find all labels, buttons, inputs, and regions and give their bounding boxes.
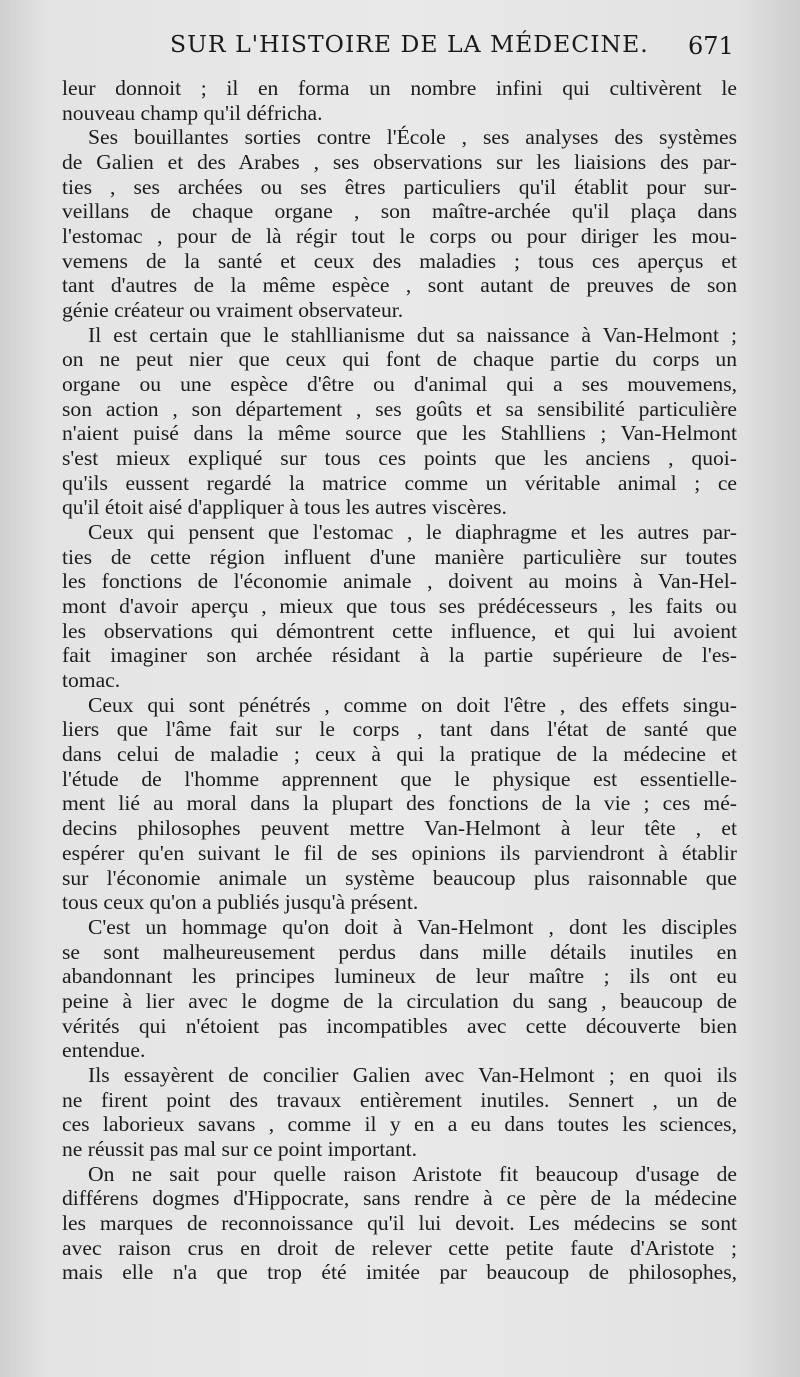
text-line: Ils essayèrent de concilier Galien avec Van-Helmont ; en quoi ils <box>88 1062 737 1087</box>
paragraph <box>62 1063 737 1162</box>
text-line: liers que l'âme fait sur le corps , tant dans l'état de santé que <box>62 717 737 742</box>
text-line: entendue. <box>62 1038 146 1063</box>
text-line: mont d'avoir aperçu , mieux que tous ses prédécesseurs , les faits ou <box>62 594 737 619</box>
paragraph <box>62 1162 737 1285</box>
text-line: vérités qui n'étoient pas incompatibles avec cette découverte bien <box>62 1013 737 1038</box>
text-line: ne firent point des travaux entièrement inutiles. Sennert , un de <box>62 1087 737 1112</box>
paragraph <box>62 520 737 693</box>
text-line: organe ou une espèce d'être ou d'animal qui a ses mouvemens, <box>62 372 737 397</box>
text-line: ces laborieux savans , comme il y en a eu dans toutes les sciences, <box>62 1112 737 1137</box>
text-line: qu'ils eussent regardé la matrice comme un véritable animal ; ce <box>62 470 737 495</box>
text-line: mais elle n'a que trop été imitée par beaucoup de philosophes, <box>62 1260 737 1285</box>
text-line: les fonctions de l'économie animale , doivent au moins à Van-Hel- <box>62 569 737 594</box>
text-line: ment lié au moral dans la plupart des fonctions de la vie ; ces mé- <box>62 791 737 816</box>
text-line: dans celui de maladie ; ceux à qui la pratique de la médecine et <box>62 742 737 767</box>
text-line: les observations qui démontrent cette influence, et qui lui avoient <box>62 618 737 643</box>
page-header <box>0 30 800 70</box>
text-line: On ne sait pour quelle raison Aristote fit beaucoup d'usage de <box>88 1161 737 1186</box>
running-title: SUR L'HISTOIRE DE LA MÉDECINE. <box>170 30 649 58</box>
text-line: ties de cette région influent d'une manière particulière sur toutes <box>62 544 737 569</box>
paragraph <box>62 915 737 1063</box>
text-line: tous ceux qu'on a publiés jusqu'à présent. <box>62 890 419 915</box>
page-number: 671 <box>688 32 734 60</box>
text-line: les marques de reconnoissance qu'il lui devoit. Les médecins se sont <box>62 1210 737 1235</box>
text-line: n'aient puisé dans la même source que les Stahlliens ; Van-Helmont <box>62 421 737 446</box>
text-line: ne réussit pas mal sur ce point important. <box>62 1136 418 1161</box>
text-line: Ceux qui sont pénétrés , comme on doit l'être , des effets singu- <box>88 692 737 717</box>
text-line: de Galien et des Arabes , ses observations sur les liaisions des par- <box>62 150 737 175</box>
text-line: l'estomac , pour de là régir tout le corps ou pour diriger les mou- <box>62 224 737 249</box>
text-line: se sont malheureusement perdus dans mille détails inutiles en <box>62 939 737 964</box>
text-line: Il est certain que le stahllianisme dut sa naissance à Van-Helmont ; <box>88 322 737 347</box>
paragraph <box>62 693 737 915</box>
body-text <box>62 76 737 1285</box>
paragraph <box>62 323 737 520</box>
text-line: leur donnoit ; il en forma un nombre infini qui cultivèrent le <box>62 76 737 100</box>
text-line: l'étude de l'homme apprennent que le physique est essentielle- <box>62 766 737 791</box>
text-line: sur l'économie animale un système beaucoup plus raisonnable que <box>62 865 737 890</box>
text-line: decins philosophes peuvent mettre Van-Helmont à leur tête , et <box>62 816 737 841</box>
text-line: Ses bouillantes sorties contre l'École , ses analyses des systèmes <box>88 125 737 150</box>
text-line: peine à lier avec le dogme de la circulation du sang , beaucoup de <box>62 988 737 1013</box>
text-line: qu'il étoit aisé d'appliquer à tous les autres viscères. <box>62 495 507 520</box>
text-line: tant d'autres de la même espèce , sont autant de preuves de son <box>62 273 737 298</box>
text-line: Ceux qui pensent que l'estomac , le diaphragme et les autres par- <box>88 520 737 545</box>
text-line: espérer qu'en suivant le fil de ses opinions ils parviendront à établir <box>62 840 737 865</box>
paragraph <box>62 125 737 322</box>
text-line: avec raison crus en droit de relever cette petite faute d'Aristote ; <box>62 1235 737 1260</box>
text-line: différens dogmes d'Hippocrate, sans rendre à ce père de la médecine <box>62 1186 737 1211</box>
text-line: veillans de chaque organe , son maître-archée qu'il plaça dans <box>62 199 737 224</box>
text-line: nouveau champ qu'il défricha. <box>62 100 323 125</box>
text-line: abandonnant les principes lumineux de leur maître ; ils ont eu <box>62 964 737 989</box>
text-line: ties , ses archées ou ses êtres particuliers qu'il établit pour sur- <box>62 174 737 199</box>
text-line: son action , son département , ses goûts et sa sensibilité particulière <box>62 396 737 421</box>
text-line: fait imaginer son archée résidant à la partie supérieure de l'es- <box>62 643 737 668</box>
text-line: génie créateur ou vraiment observateur. <box>62 298 404 323</box>
text-line: s'est mieux expliqué sur tous ces points que les anciens , quoi- <box>62 446 737 471</box>
paragraph <box>62 76 737 125</box>
text-line: vemens de la santé et ceux des maladies ; tous ces aperçus et <box>62 248 737 273</box>
text-line: tomac. <box>62 668 121 693</box>
text-line: C'est un hommage qu'on doit à Van-Helmont , dont les disciples <box>88 914 737 939</box>
text-line: on ne peut nier que ceux qui font de chaque partie du corps un <box>62 347 737 372</box>
